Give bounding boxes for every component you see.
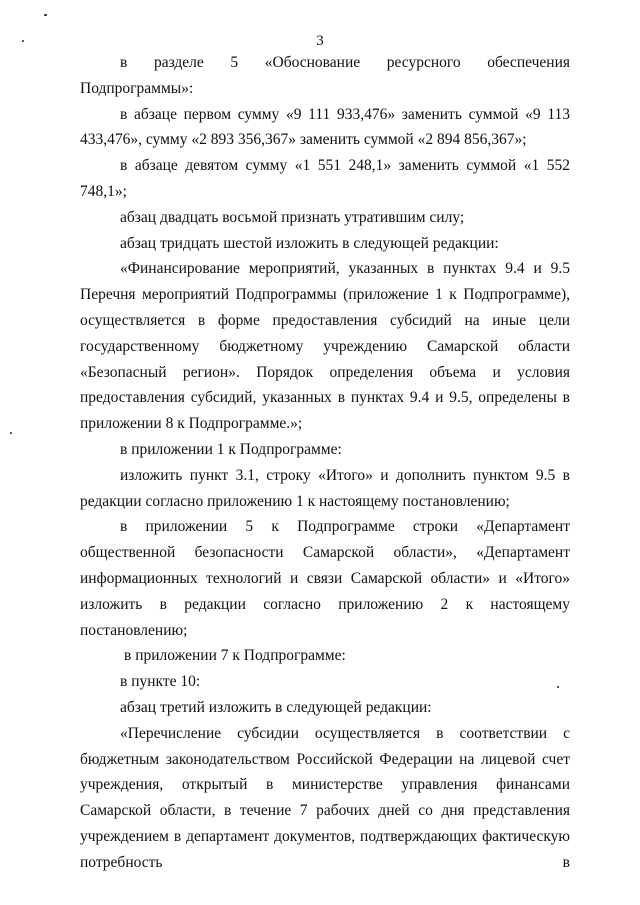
scan-speck bbox=[44, 14, 47, 16]
paragraph: в абзаце девятом сумму «1 551 248,1» заменить суммой «1 552 748,1»; bbox=[80, 157, 570, 200]
paragraph: абзац тридцать шестой изложить в следующей редакции: bbox=[120, 234, 499, 252]
paragraph: в приложении 1 к Подпрограмме: bbox=[120, 440, 342, 458]
paragraph: абзац третий изложить в следующей редакции: bbox=[120, 698, 432, 716]
paragraph: в приложении 7 к Подпрограмме: bbox=[124, 647, 346, 665]
paragraph: в разделе 5 «Обоснование ресурсного обеспечения Подпрограммы»: bbox=[80, 54, 570, 97]
scan-speck bbox=[10, 432, 12, 434]
paragraph: в приложении 5 к Подпрограмме строки «Департамент общественной безопасности Самарской области», «Департамент информационных технологий и связи Самарской области» и «Итого» изложить в редакции согласно приложению 2 к настоящему постановлению; bbox=[80, 518, 570, 639]
paragraph: изложить пункт 3.1, строку «Итого» и дополнить пунктом 9.5 в редакции согласно приложению 1 к настоящему постановлению; bbox=[80, 466, 570, 510]
page-number: 3 bbox=[316, 33, 324, 49]
paragraph: «Финансирование мероприятий, указанных в пунктах 9.4 и 9.5 Перечня мероприятий Подпрограммы (приложение 1 к Подпрограмме), осуществляется в форме предоставления субсидий на иные цели государственному бюджетному учреждению Самарской области «Безопасный регион». Порядок определения объема и условия предоставления субсидий, указанных в пунктах 9.4 и 9.5, определены в приложении 8 к Подпрограмме.»; bbox=[80, 260, 570, 433]
document-body bbox=[80, 50, 570, 876]
paragraph: абзац двадцать восьмой признать утратившим силу; bbox=[120, 208, 465, 226]
paragraph: в абзаце первом сумму «9 111 933,476» заменить суммой «9 113 433,476», сумму «2 893 356,367» заменить суммой «2 894 856,367»; bbox=[80, 105, 570, 149]
paragraph: «Перечисление субсидии осуществляется в соответствии с бюджетным законодательством Российской Федерации на лицевой счет учреждения, открытый в министерстве управления финансами Самарской области, в течение 7 рабочих дней со дня представления учреждением в департамент документов, подтверждающих фактическую потребность в bbox=[80, 724, 570, 871]
paragraph: в пункте 10: bbox=[120, 673, 201, 691]
